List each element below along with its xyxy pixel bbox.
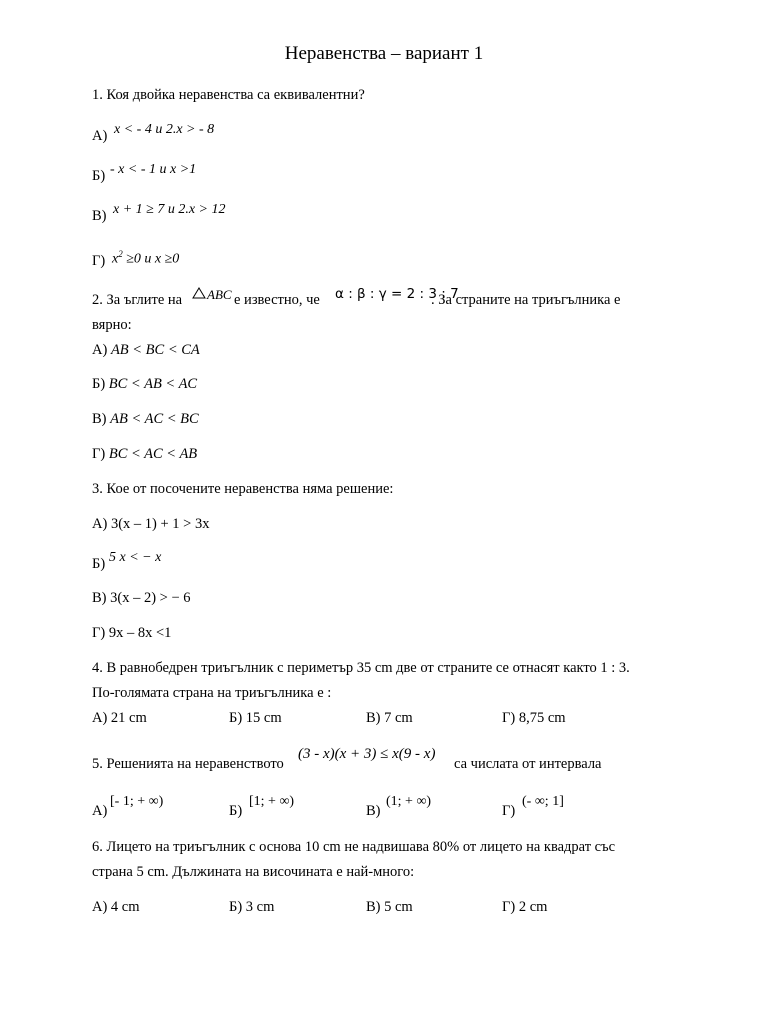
q2-option-d: Г) BC < AC < AB: [92, 446, 198, 462]
q1-text: 1. Коя двойка неравенства са еквивалентни?: [92, 87, 365, 103]
q3-text: 3. Кое от посочените неравенства няма решение:: [92, 481, 394, 497]
q5-option-b-label: Б): [229, 803, 243, 819]
q3-option-d: Г) 9x – 8x <1: [92, 625, 172, 641]
q3-option-b-math: 5 x < − x: [109, 550, 162, 565]
q4-line2: По-голямата страна на триъгълника е :: [92, 685, 332, 701]
q6-line1: 6. Лицето на триъгълник с основа 10 cm не надвишава 80% от лицето на квадрат със: [92, 839, 616, 855]
q2-text-a: 2. За ъглите на: [92, 292, 183, 308]
q1-option-a-math: x < - 4 и 2.x > - 8: [114, 122, 215, 137]
q2-option-c: В) AB < AC < BC: [92, 411, 199, 427]
q1-option-c-math: x + 1 ≥ 7 и 2.x > 12: [113, 202, 226, 217]
q5-option-b-interval: [1; + ∞): [249, 794, 295, 809]
page-title: Неравенства – вариант 1: [284, 43, 484, 64]
q6-option-a: А) 4 cm: [92, 899, 140, 915]
q5-option-a-interval: [- 1; + ∞): [110, 794, 164, 809]
q4-option-d: Г) 8,75 cm: [502, 710, 566, 726]
q4-option-a: А) 21 cm: [92, 710, 147, 726]
q2-text-c: . За страните на триъгълника е: [431, 292, 621, 308]
q5-option-c-label: В): [366, 803, 381, 819]
q3-option-a: А) 3(x – 1) + 1 > 3x: [92, 516, 210, 532]
q4-option-b: Б) 15 cm: [229, 710, 282, 726]
q6-option-c: В) 5 cm: [366, 899, 413, 915]
q1-option-b-math: - x < - 1 и x >1: [110, 162, 197, 177]
q2-option-b: Б) BC < AB < AC: [92, 376, 198, 392]
q3-option-c: В) 3(x – 2) > − 6: [92, 590, 191, 606]
q5-text-b: са числата от интервала: [454, 756, 602, 772]
q4-line1: 4. В равнобедрен триъгълник с периметър 35 cm две от страните се отнасят както 1 : 3.: [92, 660, 630, 676]
q2-triangle-label: ABC: [207, 287, 232, 302]
q4-option-c: В) 7 cm: [366, 710, 413, 726]
q5-option-c-interval: (1; + ∞): [386, 794, 432, 809]
q1-option-d-label: Г): [92, 253, 106, 269]
q6-line2: страна 5 cm. Дължината на височината е най-много:: [92, 864, 415, 880]
q1-option-b-label: Б): [92, 168, 106, 184]
q2-text-d: вярно:: [92, 317, 132, 333]
q5-text-a: 5. Решенията на неравенството: [92, 756, 284, 772]
q1-option-d-math: $x^2 \ge 0$ и x ≥0: [112, 249, 180, 267]
triangle-icon: [192, 287, 206, 299]
q5-option-d-interval: (- ∞; 1]: [522, 794, 564, 809]
q1-option-c-label: В): [92, 208, 107, 224]
q5-inequality: (3 - x)(x + 3) ≤ x(9 - x): [298, 746, 436, 762]
q5-option-d-label: Г): [502, 803, 516, 819]
q3-option-b-label: Б): [92, 556, 106, 572]
q5-option-a-label: А): [92, 803, 108, 819]
q2-option-a: А) AB < BC < CA: [92, 342, 200, 358]
q6-option-b: Б) 3 cm: [229, 899, 275, 915]
q2-text-b: е известно, че: [234, 292, 320, 308]
q6-option-d: Г) 2 cm: [502, 899, 548, 915]
q1-option-a-label: А): [92, 128, 108, 144]
q2-ratio: α : β : γ = 2 : 3 : 7: [335, 286, 459, 302]
